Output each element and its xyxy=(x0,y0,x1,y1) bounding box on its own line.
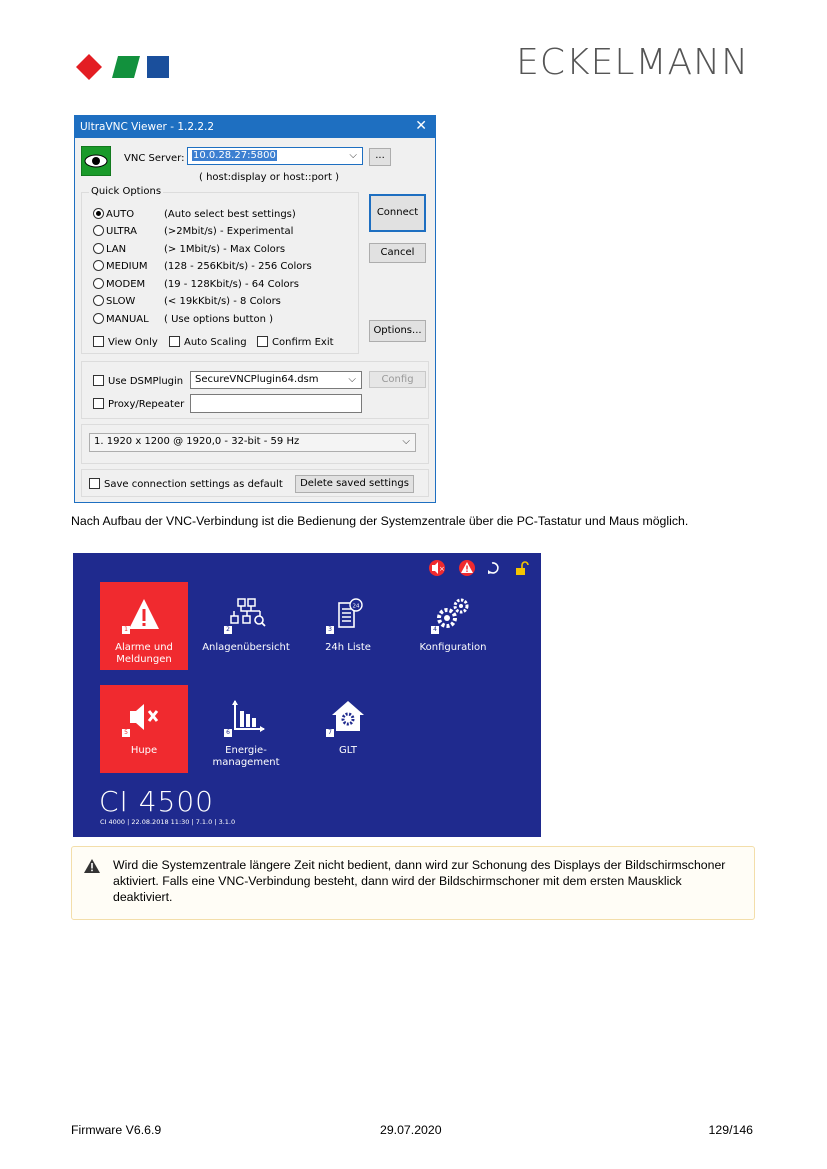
ci4500-screen xyxy=(73,553,541,837)
config-button[interactable]: Config xyxy=(369,371,426,388)
warning-text: Wird die Systemzentrale längere Zeit nicht bedient, dann wird zur Schonung des Displays der Bildschirmschoner aktiviert. Falls eine VNC-Verbindung besteht, dann wird der Bildschirmschoner mit dem ersten Mausklick deaktiviert. xyxy=(113,858,726,904)
radio-lan[interactable] xyxy=(93,243,285,257)
status-icons xyxy=(428,559,538,577)
horn-muted-icon xyxy=(429,560,445,576)
radio-auto[interactable] xyxy=(93,208,296,222)
checkbox-box[interactable] xyxy=(89,478,100,489)
option-desc: (128 - 256Kbit/s) - 256 Colors xyxy=(164,261,312,272)
ci-subtitle: CI 4000 | 22.08.2018 11:30 | 7.1.0 | 3.1.0 xyxy=(100,818,236,826)
option-desc: (< 19kKbit/s) - 8 Colors xyxy=(164,296,281,307)
checkbox-label: Proxy/Repeater xyxy=(108,399,185,410)
radio-ultra[interactable] xyxy=(93,225,293,239)
body-paragraph: Nach Aufbau der VNC-Verbindung ist die Bedienung der Systemzentrale über die PC-Tastatur und Maus möglich. xyxy=(71,514,689,528)
option-desc: (> 1Mbit/s) - Max Colors xyxy=(164,244,286,255)
option-name: SLOW xyxy=(106,296,136,307)
view-only-checkbox[interactable] xyxy=(93,336,158,348)
radio-manual[interactable] xyxy=(93,313,273,327)
dialog-title: UltraVNC Viewer - 1.2.2.2 xyxy=(80,121,215,133)
refresh-icon xyxy=(488,563,498,574)
radio-button[interactable] xyxy=(93,260,104,271)
tile-label: Alarme und Meldungen xyxy=(115,642,173,665)
confirm-exit-checkbox[interactable] xyxy=(257,336,334,348)
option-name: LAN xyxy=(106,244,127,255)
tile-number: 5 xyxy=(122,729,130,737)
alarm-warning-icon xyxy=(459,560,475,576)
options-button[interactable]: Options... xyxy=(369,320,426,342)
warning-icon xyxy=(100,596,188,632)
radio-button[interactable] xyxy=(93,313,104,324)
checkbox-label: Save connection settings as default xyxy=(104,479,283,490)
warning-note xyxy=(71,846,755,920)
checkbox-box[interactable] xyxy=(93,375,104,386)
proxy-input[interactable] xyxy=(190,394,362,413)
chevron-down-icon: ⌵ xyxy=(349,150,357,161)
server-combobox[interactable] xyxy=(187,147,363,165)
display-select[interactable] xyxy=(89,433,416,452)
option-name: MEDIUM xyxy=(106,261,148,272)
tile-label: Konfiguration xyxy=(419,642,487,653)
option-name: MANUAL xyxy=(106,314,149,325)
radio-button[interactable] xyxy=(93,208,104,219)
footer-date: 29.07.2020 xyxy=(380,1123,442,1137)
brand-wordmark: ECKELMANN xyxy=(516,42,749,83)
radio-slow[interactable] xyxy=(93,295,281,309)
tile-label: Energie- management xyxy=(212,745,280,768)
vnc-eye-icon xyxy=(81,146,111,176)
tile-number: 1 xyxy=(122,626,130,634)
dialog-titlebar xyxy=(75,116,435,138)
tile-number: 2 xyxy=(224,626,232,634)
checkbox-box[interactable] xyxy=(169,336,180,347)
option-desc: (Auto select best settings) xyxy=(164,209,296,220)
save-default-checkbox[interactable] xyxy=(89,478,283,490)
tile-plant-overview[interactable] xyxy=(202,582,290,670)
tile-number: 3 xyxy=(326,626,334,634)
display-value: 1. 1920 x 1200 @ 1920,0 - 32-bit - 59 Hz xyxy=(94,436,300,447)
checkbox-label: Auto Scaling xyxy=(184,337,247,348)
eckelmann-logo-icon xyxy=(74,46,170,80)
tile-alarms[interactable] xyxy=(100,582,188,670)
smart-home-icon xyxy=(304,699,392,735)
option-desc: (>2Mbit/s) - Experimental xyxy=(164,226,294,237)
gears-icon xyxy=(409,596,497,632)
auto-scaling-checkbox[interactable] xyxy=(169,336,247,348)
horn-muted-icon xyxy=(100,699,188,735)
unlock-icon xyxy=(516,562,528,575)
dsm-plugin-value: SecureVNCPlugin64.dsm xyxy=(195,374,319,385)
radio-button[interactable] xyxy=(93,225,104,236)
tile-number: 7 xyxy=(326,729,334,737)
radio-modem[interactable] xyxy=(93,278,299,292)
svg-text:×: × xyxy=(439,565,445,573)
tile-label: Hupe xyxy=(130,745,158,756)
browse-button[interactable]: ... xyxy=(369,148,391,166)
server-label: VNC Server: xyxy=(124,153,185,164)
dsm-plugin-select[interactable] xyxy=(190,371,362,389)
checkbox-box[interactable] xyxy=(93,336,104,347)
radio-button[interactable] xyxy=(93,243,104,254)
tile-horn[interactable] xyxy=(100,685,188,773)
tile-number: 6 xyxy=(224,729,232,737)
tile-label: 24h Liste xyxy=(325,642,371,653)
checkbox-box[interactable] xyxy=(257,336,268,347)
network-overview-icon xyxy=(202,596,290,632)
tile-label: GLT xyxy=(338,745,358,756)
checkbox-label: Use DSMPlugin xyxy=(108,376,184,387)
tile-energy-management[interactable] xyxy=(202,685,290,773)
quick-options-label: Quick Options xyxy=(91,186,162,197)
chevron-down-icon: ⌵ xyxy=(402,436,410,447)
checkbox-box[interactable] xyxy=(93,398,104,409)
checkbox-label: View Only xyxy=(108,337,158,348)
vnc-viewer-dialog xyxy=(74,115,436,503)
tile-number: 4 xyxy=(431,626,439,634)
checkbox-label: Confirm Exit xyxy=(272,337,334,348)
radio-button[interactable] xyxy=(93,278,104,289)
energy-chart-icon xyxy=(202,699,290,735)
option-name: MODEM xyxy=(106,279,146,290)
tile-label: Anlagenübersicht xyxy=(202,642,290,653)
radio-medium[interactable] xyxy=(93,260,312,274)
tile-glt[interactable] xyxy=(304,685,392,773)
delete-saved-button[interactable]: Delete saved settings xyxy=(295,475,414,493)
svg-text:24: 24 xyxy=(352,603,360,610)
chevron-down-icon: ⌵ xyxy=(348,374,356,385)
list-24h-icon xyxy=(304,596,392,632)
footer-page: 129/146 xyxy=(708,1123,753,1137)
use-dsm-checkbox[interactable] xyxy=(93,375,183,387)
tile-24h-list[interactable] xyxy=(304,582,392,670)
option-name: ULTRA xyxy=(106,226,138,237)
radio-button[interactable] xyxy=(93,295,104,306)
server-hint: ( host:display or host::port ) xyxy=(199,172,340,183)
option-desc: ( Use options button ) xyxy=(164,314,274,325)
warning-icon xyxy=(84,859,100,873)
footer-firmware: Firmware V6.6.9 xyxy=(71,1123,162,1137)
proxy-checkbox[interactable] xyxy=(93,398,184,410)
ci-title: CI 4500 xyxy=(99,785,214,818)
server-value: 10.0.28.27:5800 xyxy=(193,150,276,161)
cancel-button[interactable]: Cancel xyxy=(369,243,426,263)
option-name: AUTO xyxy=(106,209,135,220)
tile-configuration[interactable] xyxy=(409,582,497,670)
connect-button[interactable]: Connect xyxy=(369,194,426,232)
option-desc: (19 - 128Kbit/s) - 64 Colors xyxy=(164,279,299,290)
close-icon[interactable]: ✕ xyxy=(415,118,427,134)
